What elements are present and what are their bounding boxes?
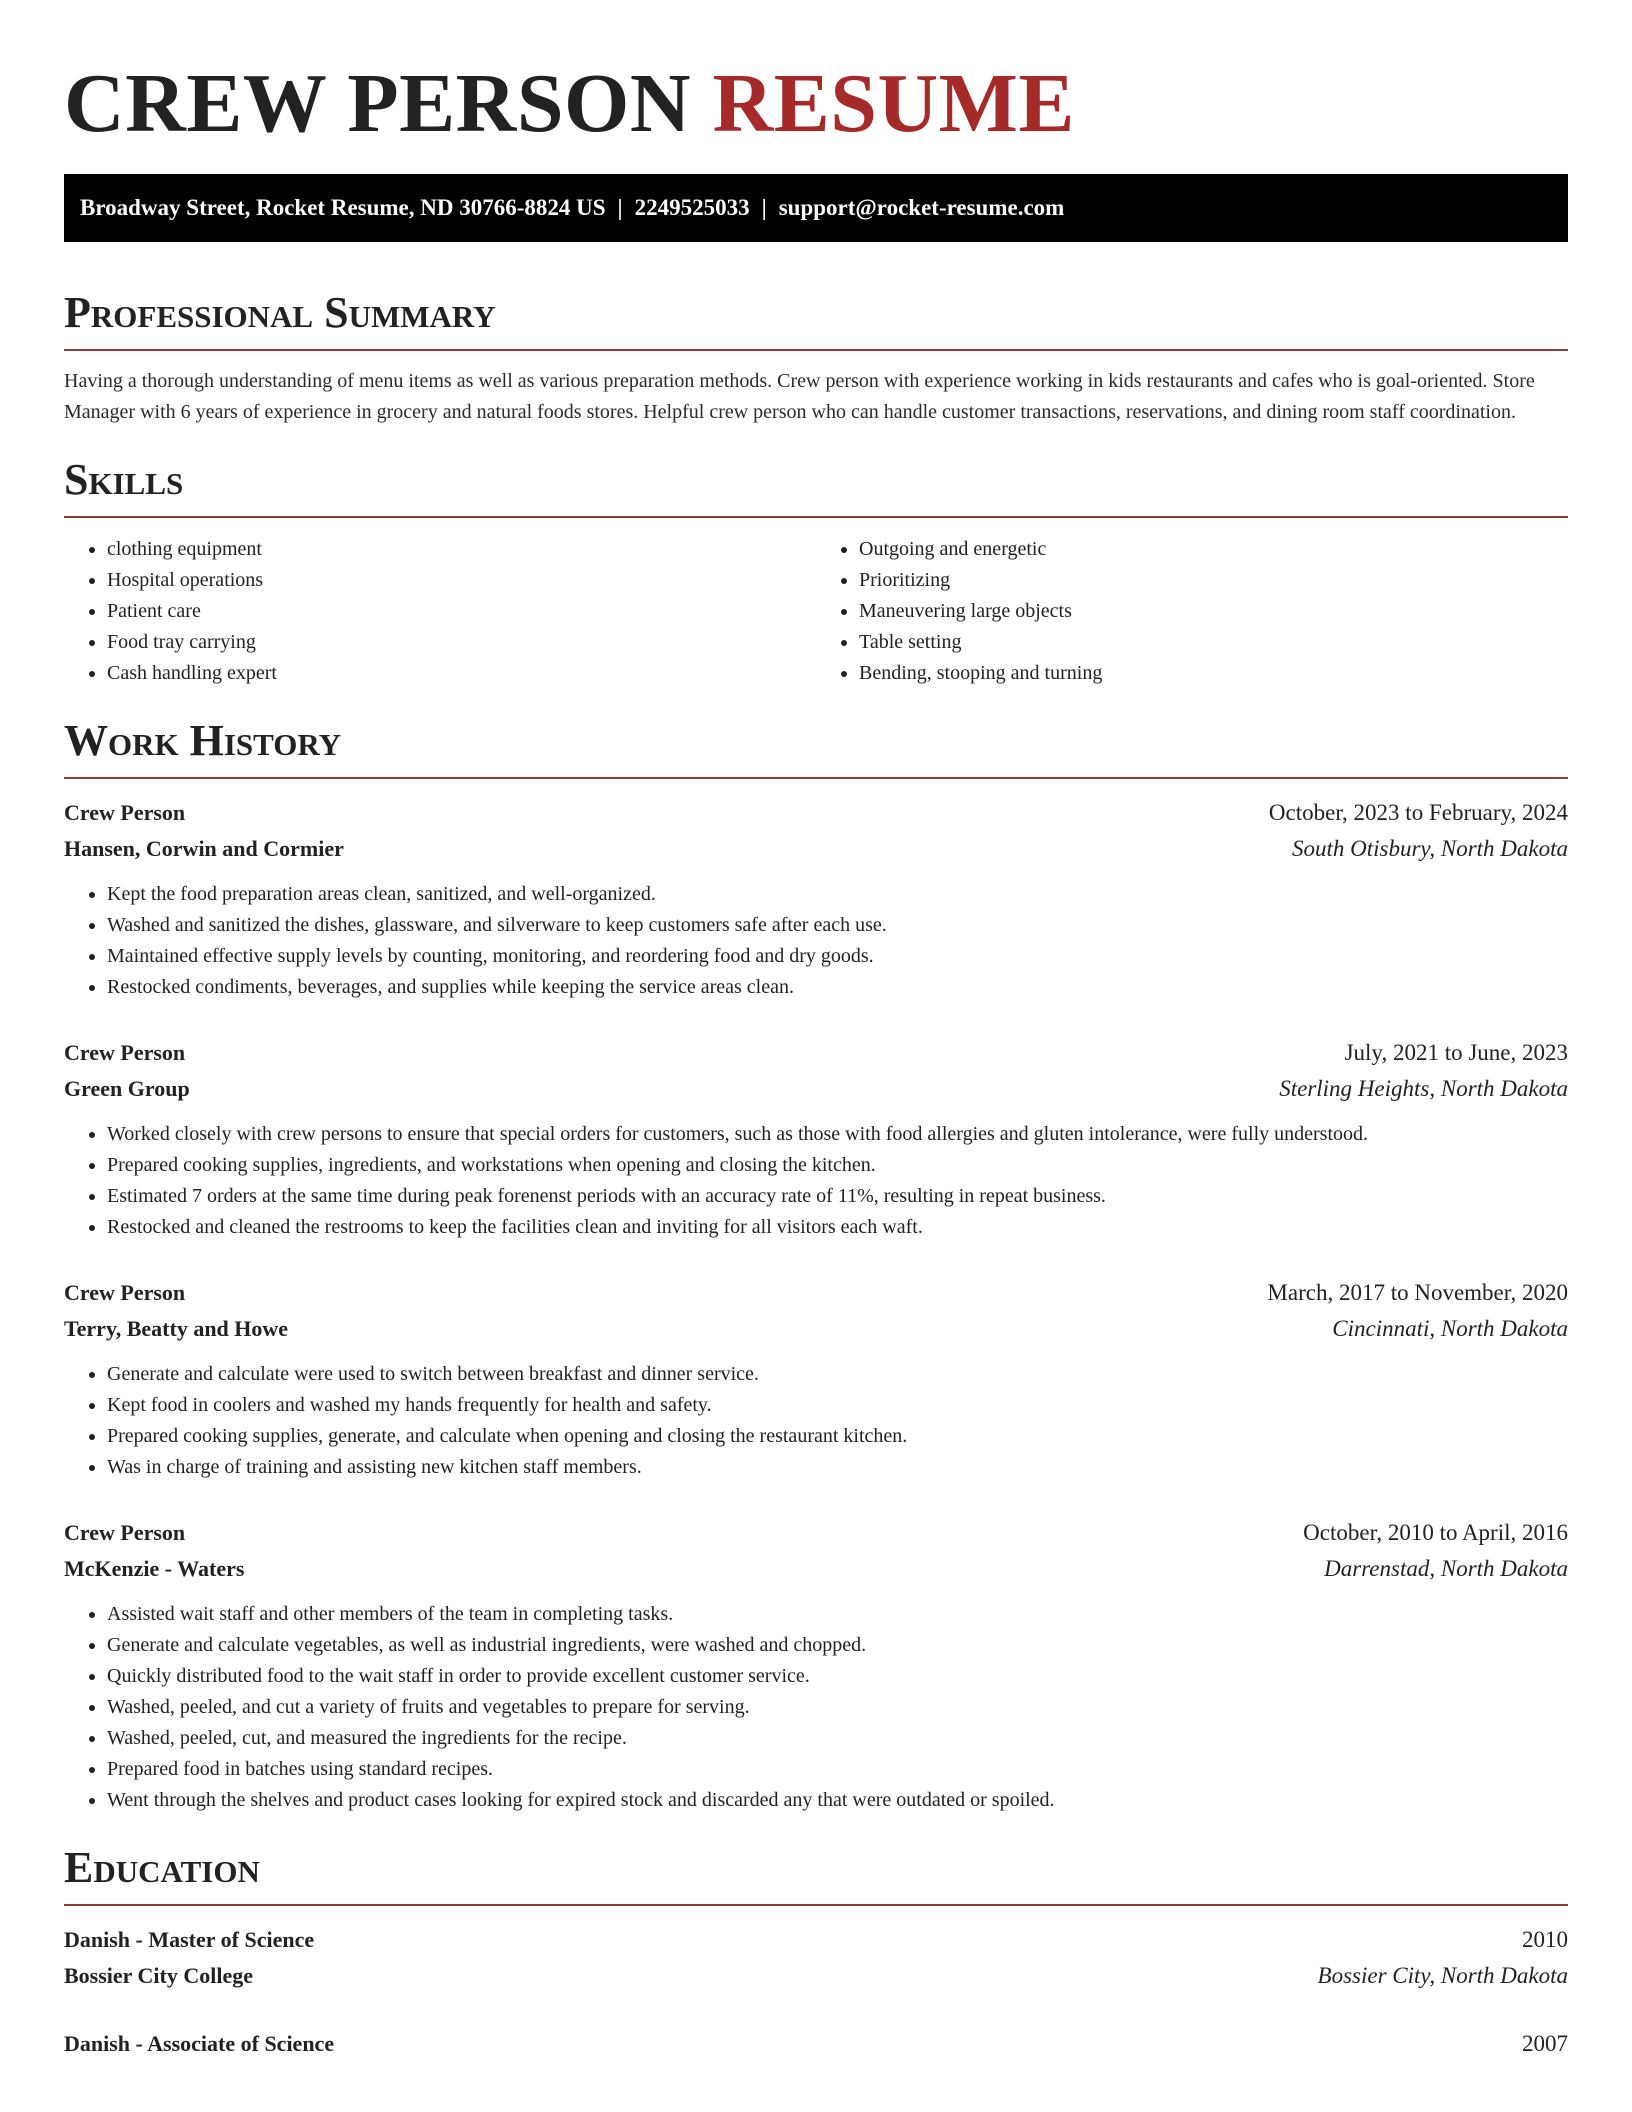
education-degree-row xyxy=(64,1922,1568,1958)
job-bullet: • Estimated 7 orders at the same time during peak forenenst periods with an accuracy rate of 11%, resulting in repeat business. xyxy=(107,1181,1568,1212)
job-dates: October, 2010 to April, 2016 xyxy=(1303,1520,1568,1545)
job-company: Green Group xyxy=(64,1076,190,1101)
skill-item: • Outgoing and energetic xyxy=(859,534,1568,565)
job-entry xyxy=(64,1275,1568,1483)
resume-title xyxy=(64,0,1568,150)
job-bullet: • Restocked and cleaned the restrooms to keep the facilities clean and inviting for all visitors each waft. xyxy=(107,1212,1568,1243)
summary-section xyxy=(64,287,1568,428)
job-company-row xyxy=(64,1551,1568,1587)
section-divider xyxy=(64,349,1568,351)
skill-item: • Hospital operations xyxy=(107,565,816,596)
job-bullet: • Prepared cooking supplies, ingredients, and workstations when opening and closing the kitchen. xyxy=(107,1150,1568,1181)
job-bullets xyxy=(64,1119,1568,1243)
education-year: 2010 xyxy=(1522,1927,1568,1952)
contact-address: Broadway Street, Rocket Resume, ND 30766-8824 US xyxy=(80,195,606,220)
education-school-row xyxy=(64,1958,1568,1994)
job-bullets xyxy=(64,1359,1568,1483)
skills-heading: Skills xyxy=(64,455,184,504)
job-company-row xyxy=(64,1311,1568,1347)
skill-item: • Prioritizing xyxy=(859,565,1568,596)
job-bullet: • Generate and calculate were used to switch between breakfast and dinner service. xyxy=(107,1359,1568,1390)
job-dates: July, 2021 to June, 2023 xyxy=(1344,1040,1568,1065)
job-header-row xyxy=(64,1515,1568,1551)
work-history-heading: Work History xyxy=(64,716,342,765)
education-degree: Danish - Associate of Science xyxy=(64,2031,335,2056)
skills-column-left xyxy=(64,534,816,689)
job-bullet: • Restocked condiments, beverages, and supplies while keeping the service areas clean. xyxy=(107,972,1568,1003)
job-location: Darrenstad, North Dakota xyxy=(1324,1556,1568,1581)
skill-item: • Maneuvering large objects xyxy=(859,596,1568,627)
skill-item: • Table setting xyxy=(859,627,1568,658)
skill-item: • Food tray carrying xyxy=(107,627,816,658)
job-title: Crew Person xyxy=(64,1520,186,1545)
skills-section xyxy=(64,454,1568,689)
job-location: Cincinnati, North Dakota xyxy=(1332,1316,1568,1341)
work-history-section xyxy=(64,715,1568,1816)
job-dates: October, 2023 to February, 2024 xyxy=(1268,800,1568,825)
education-school: Bossier City College xyxy=(64,1963,254,1988)
job-location: South Otisbury, North Dakota xyxy=(1291,836,1568,861)
contact-separator: | xyxy=(761,195,767,220)
contact-email[interactable]: support@rocket-resume.com xyxy=(778,195,1065,220)
education-year: 2007 xyxy=(1522,2031,1568,2056)
job-bullet: • Washed and sanitized the dishes, glassware, and silverware to keep customers safe after each use. xyxy=(107,910,1568,941)
job-header-row xyxy=(64,795,1568,831)
job-company: McKenzie - Waters xyxy=(64,1556,245,1581)
job-company-row xyxy=(64,1071,1568,1107)
contact-separator: | xyxy=(617,195,623,220)
education-entry xyxy=(64,1922,1568,1994)
job-bullets xyxy=(64,1599,1568,1816)
skills-column-right xyxy=(816,534,1568,689)
job-bullet: • Maintained effective supply levels by counting, monitoring, and reordering food and dry goods. xyxy=(107,941,1568,972)
job-bullet: • Kept food in coolers and washed my hands frequently for health and safety. xyxy=(107,1390,1568,1421)
job-bullet: • Kept the food preparation areas clean, sanitized, and well-organized. xyxy=(107,879,1568,910)
section-divider xyxy=(64,516,1568,518)
job-company-row xyxy=(64,831,1568,867)
education-location: Bossier City, North Dakota xyxy=(1317,1963,1568,1988)
education-heading: Education xyxy=(64,1843,260,1892)
job-dates: March, 2017 to November, 2020 xyxy=(1267,1280,1568,1305)
job-company: Hansen, Corwin and Cormier xyxy=(64,836,344,861)
skill-item: • Patient care xyxy=(107,596,816,627)
job-bullet: • Prepared cooking supplies, generate, and calculate when opening and closing the restaurant kitchen. xyxy=(107,1421,1568,1452)
education-entry xyxy=(64,2026,1568,2062)
job-bullet: • Washed, peeled, and cut a variety of fruits and vegetables to prepare for serving. xyxy=(107,1692,1568,1723)
education-degree-row xyxy=(64,2026,1568,2062)
skill-item: • clothing equipment xyxy=(107,534,816,565)
job-bullet: • Was in charge of training and assisting new kitchen staff members. xyxy=(107,1452,1568,1483)
summary-text: Having a thorough understanding of menu items as well as various preparation methods. Crew person with experience working in kids restaurants and cafes who is goal-oriented. Store Manager with 6 years of experience in grocery and natural foods stores. Helpful crew person who can handle customer transactions, reservations, and dining room staff coordination. xyxy=(64,370,1535,423)
skills-list xyxy=(64,534,1568,689)
job-title: Crew Person xyxy=(64,1040,186,1065)
contact-bar xyxy=(64,174,1568,242)
job-bullet: • Went through the shelves and product cases looking for expired stock and discarded any that were outdated or spoiled. xyxy=(107,1785,1568,1816)
skill-item: • Cash handling expert xyxy=(107,658,816,689)
job-bullet: • Washed, peeled, cut, and measured the ingredients for the recipe. xyxy=(107,1723,1568,1754)
job-bullet: • Prepared food in batches using standard recipes. xyxy=(107,1754,1568,1785)
job-entry xyxy=(64,795,1568,1003)
job-title: Crew Person xyxy=(64,800,186,825)
title-main: CREW PERSON xyxy=(64,57,692,150)
job-bullet: • Assisted wait staff and other members of the team in completing tasks. xyxy=(107,1599,1568,1630)
title-accent: RESUME xyxy=(712,57,1075,150)
job-location: Sterling Heights, North Dakota xyxy=(1279,1076,1568,1101)
summary-heading: Professional Summary xyxy=(64,288,496,337)
contact-phone: 2249525033 xyxy=(634,195,750,220)
job-bullets xyxy=(64,879,1568,1003)
job-company: Terry, Beatty and Howe xyxy=(64,1316,289,1341)
section-divider xyxy=(64,777,1568,779)
job-bullet: • Generate and calculate vegetables, as well as industrial ingredients, were washed and chopped. xyxy=(107,1630,1568,1661)
education-degree: Danish - Master of Science xyxy=(64,1927,315,1952)
job-bullet: • Quickly distributed food to the wait staff in order to provide excellent customer service. xyxy=(107,1661,1568,1692)
job-entry xyxy=(64,1515,1568,1816)
job-bullet: • Worked closely with crew persons to ensure that special orders for customers, such as those with food allergies and gluten intolerance, were fully understood. xyxy=(107,1119,1568,1150)
job-header-row xyxy=(64,1275,1568,1311)
job-header-row xyxy=(64,1035,1568,1071)
section-divider xyxy=(64,1904,1568,1906)
skill-item: • Bending, stooping and turning xyxy=(859,658,1568,689)
job-title: Crew Person xyxy=(64,1280,186,1305)
job-entry xyxy=(64,1035,1568,1243)
education-section xyxy=(64,1842,1568,2062)
